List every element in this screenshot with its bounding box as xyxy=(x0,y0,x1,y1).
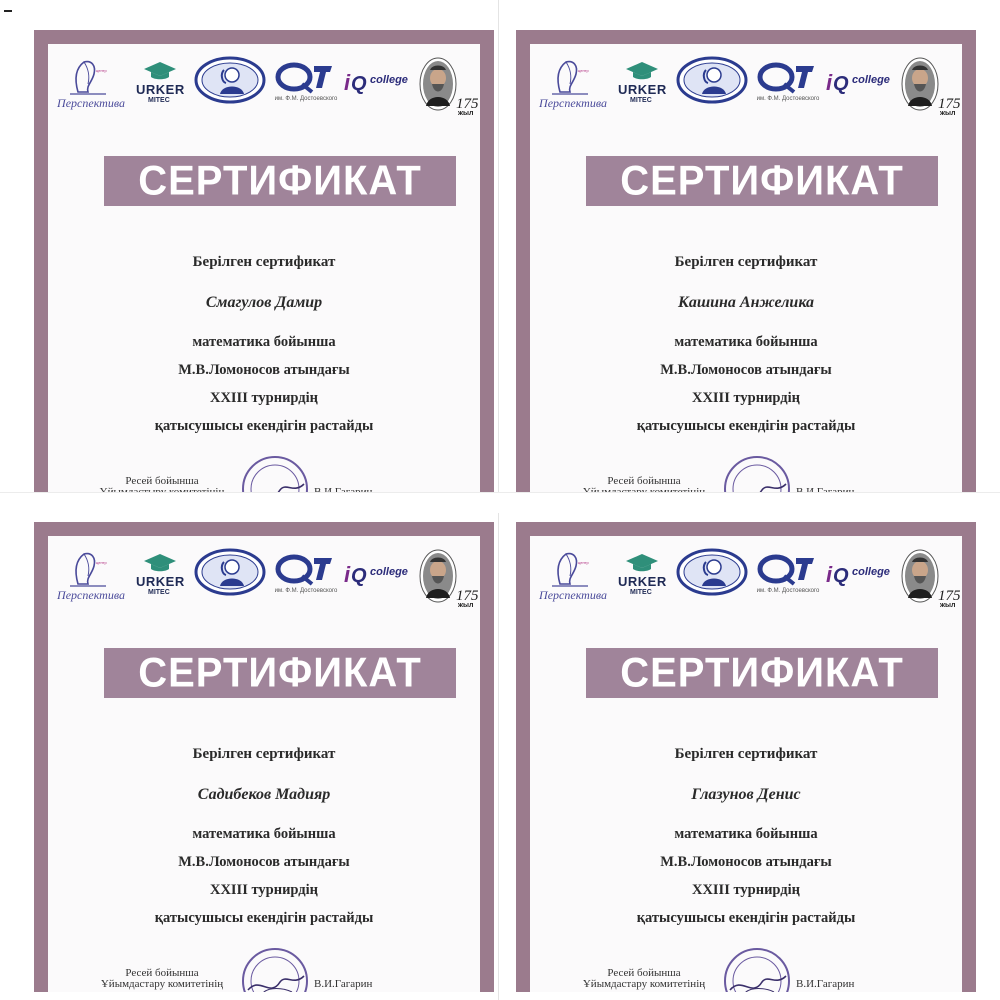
svg-text:центр: центр xyxy=(96,68,107,73)
urker-subtitle: MITEC xyxy=(630,589,652,596)
certificate-card xyxy=(34,522,494,992)
logo-row xyxy=(538,546,961,616)
university-caption: им. Ф.М. Достоевского xyxy=(274,96,338,102)
organizer-line-2: Ұйымдастару комитетінің xyxy=(100,978,224,990)
certificate-title: СЕРТИФИКАТ xyxy=(138,649,422,696)
urker-title: URKER xyxy=(618,82,667,97)
university-emblem-icon xyxy=(274,60,336,94)
certificate-title: СЕРТИФИКАТ xyxy=(620,649,904,696)
perspective-logo xyxy=(538,550,607,610)
tournament-number-line: XXIII турнирдің xyxy=(691,882,801,898)
organizer-line-1: Ресей бойынша xyxy=(125,967,199,979)
subject-line: математика бойынша xyxy=(192,826,336,842)
abai-portrait-icon xyxy=(416,54,460,114)
urker-logo xyxy=(130,60,190,110)
lomonosov-emblem xyxy=(676,56,748,106)
abai-anniversary-logo xyxy=(898,54,962,124)
graduation-cap-icon xyxy=(612,552,672,574)
perspective-logo xyxy=(538,58,607,118)
iq-college-label: college xyxy=(370,566,408,578)
iq-college-label: college xyxy=(852,74,890,86)
anniversary-unit: жыл xyxy=(940,110,956,117)
anniversary-unit: жыл xyxy=(458,110,474,117)
scroll-book-icon xyxy=(538,550,604,590)
graduation-cap-icon xyxy=(612,60,672,82)
anniversary-year: 175 xyxy=(938,96,961,112)
urker-title: URKER xyxy=(618,574,667,589)
abai-anniversary-logo xyxy=(898,546,962,616)
urker-logo xyxy=(130,552,190,602)
scroll-book-icon xyxy=(56,550,122,590)
subject-line: математика бойынша xyxy=(674,826,818,842)
collage-divider-horizontal xyxy=(0,492,1000,513)
subject-line: математика бойынша xyxy=(192,334,336,350)
organizer-line-2: Ұйымдастару комитетінің xyxy=(582,978,706,990)
perspective-logo xyxy=(56,58,125,118)
recipient-name: Кашина Анжелика xyxy=(677,294,815,311)
urker-subtitle: MITEC xyxy=(148,97,170,104)
svg-text:центр: центр xyxy=(96,560,107,565)
lomonosov-portrait-icon xyxy=(676,548,748,598)
certificate-card xyxy=(34,30,494,500)
iq-college-label: college xyxy=(852,566,890,578)
svg-text:i: i xyxy=(344,562,351,587)
svg-text:i: i xyxy=(826,70,833,95)
perspective-name: Перспектива xyxy=(57,96,125,110)
logo-row xyxy=(56,546,479,616)
svg-text:Q: Q xyxy=(351,565,367,587)
perspective-name: Перспектива xyxy=(539,588,607,602)
university-emblem-icon xyxy=(274,552,336,586)
tournament-number-line: XXIII турнирдің xyxy=(209,390,319,406)
lomonosov-portrait-icon xyxy=(194,56,266,106)
svg-text:i: i xyxy=(826,562,833,587)
certificate-banner xyxy=(104,648,456,698)
lomonosov-emblem xyxy=(194,56,266,106)
lomonosov-portrait-icon xyxy=(194,548,266,598)
given-label: Берілген сертификат xyxy=(674,254,818,270)
svg-text:Q: Q xyxy=(833,73,849,95)
urker-logo xyxy=(612,552,672,602)
perspective-name: Перспектива xyxy=(57,588,125,602)
svg-text:центр: центр xyxy=(578,68,589,73)
certificate-banner xyxy=(586,156,938,206)
certificate-card xyxy=(516,30,976,500)
scan-mark-top xyxy=(4,10,12,12)
tournament-name-line: М.В.Ломоносов атындағы xyxy=(178,854,350,870)
organizer-line-1: Ресей бойынша xyxy=(607,967,681,979)
lomonosov-emblem xyxy=(676,548,748,598)
certificate-card xyxy=(516,522,976,992)
university-caption: им. Ф.М. Достоевского xyxy=(756,96,820,102)
abai-portrait-icon xyxy=(416,546,460,606)
anniversary-unit: жыл xyxy=(458,602,474,609)
organizer-block xyxy=(92,968,232,990)
scroll-book-icon xyxy=(56,58,122,98)
university-logo xyxy=(756,60,818,114)
university-logo xyxy=(274,552,336,606)
svg-text:Q: Q xyxy=(833,565,849,587)
iq-college-logo xyxy=(344,560,410,590)
given-label: Берілген сертификат xyxy=(674,746,818,762)
urker-subtitle: MITEC xyxy=(148,589,170,596)
confirmation-line: қатысушысы екендігін растайды xyxy=(154,418,374,434)
confirmation-line: қатысушысы екендігін растайды xyxy=(636,418,856,434)
iq-college-logo xyxy=(826,560,892,590)
abai-portrait-icon xyxy=(898,54,942,114)
given-label: Берілген сертификат xyxy=(192,254,336,270)
university-emblem-icon xyxy=(756,552,818,586)
abai-anniversary-logo xyxy=(416,546,480,616)
university-caption: им. Ф.М. Достоевского xyxy=(756,588,820,594)
certificate-banner xyxy=(104,156,456,206)
confirmation-line: қатысушысы екендігін растайды xyxy=(154,910,374,926)
logo-row xyxy=(56,54,479,124)
urker-title: URKER xyxy=(136,574,185,589)
signer-name: В.И.Гагарин xyxy=(796,978,855,990)
confirmation-line: қатысушысы екендігін растайды xyxy=(636,910,856,926)
iq-college-logo xyxy=(344,68,410,98)
svg-text:i: i xyxy=(344,70,351,95)
recipient-name: Глазунов Денис xyxy=(691,786,801,803)
university-caption: им. Ф.М. Достоевского xyxy=(274,588,338,594)
tournament-number-line: XXIII турнирдің xyxy=(209,882,319,898)
scroll-book-icon xyxy=(538,58,604,98)
seal-stamp-icon xyxy=(722,946,792,992)
graduation-cap-icon xyxy=(130,60,190,82)
recipient-name: Смагулов Дамир xyxy=(205,294,323,311)
tournament-name-line: М.В.Ломоносов атындағы xyxy=(660,362,832,378)
tournament-name-line: М.В.Ломоносов атындағы xyxy=(178,362,350,378)
anniversary-year: 175 xyxy=(456,96,479,112)
lomonosov-emblem xyxy=(194,548,266,598)
lomonosov-portrait-icon xyxy=(676,56,748,106)
abai-portrait-icon xyxy=(898,546,942,606)
given-label: Берілген сертификат xyxy=(192,746,336,762)
anniversary-year: 175 xyxy=(938,588,961,604)
graduation-cap-icon xyxy=(130,552,190,574)
perspective-logo xyxy=(56,550,125,610)
tournament-number-line: XXIII турнирдің xyxy=(691,390,801,406)
subject-line: математика бойынша xyxy=(674,334,818,350)
recipient-name: Садибеков Мадияр xyxy=(197,786,331,803)
anniversary-year: 175 xyxy=(456,588,479,604)
urker-subtitle: MITEC xyxy=(630,97,652,104)
svg-text:Q: Q xyxy=(351,73,367,95)
seal-stamp-icon xyxy=(240,946,310,992)
abai-anniversary-logo xyxy=(416,54,480,124)
signer-name: В.И.Гагарин xyxy=(314,978,373,990)
certificate-banner xyxy=(586,648,938,698)
organizer-line-1: Ресей бойынша xyxy=(607,475,681,487)
certificate-title: СЕРТИФИКАТ xyxy=(138,157,422,204)
university-logo xyxy=(274,60,336,114)
university-logo xyxy=(756,552,818,606)
tournament-name-line: М.В.Ломоносов атындағы xyxy=(660,854,832,870)
urker-title: URKER xyxy=(136,82,185,97)
anniversary-unit: жыл xyxy=(940,602,956,609)
urker-logo xyxy=(612,60,672,110)
certificate-title: СЕРТИФИКАТ xyxy=(620,157,904,204)
perspective-name: Перспектива xyxy=(539,96,607,110)
logo-row xyxy=(538,54,961,124)
organizer-block xyxy=(574,968,714,990)
organizer-line-1: Ресей бойынша xyxy=(125,475,199,487)
svg-text:центр: центр xyxy=(578,560,589,565)
university-emblem-icon xyxy=(756,60,818,94)
iq-college-label: college xyxy=(370,74,408,86)
iq-college-logo xyxy=(826,68,892,98)
